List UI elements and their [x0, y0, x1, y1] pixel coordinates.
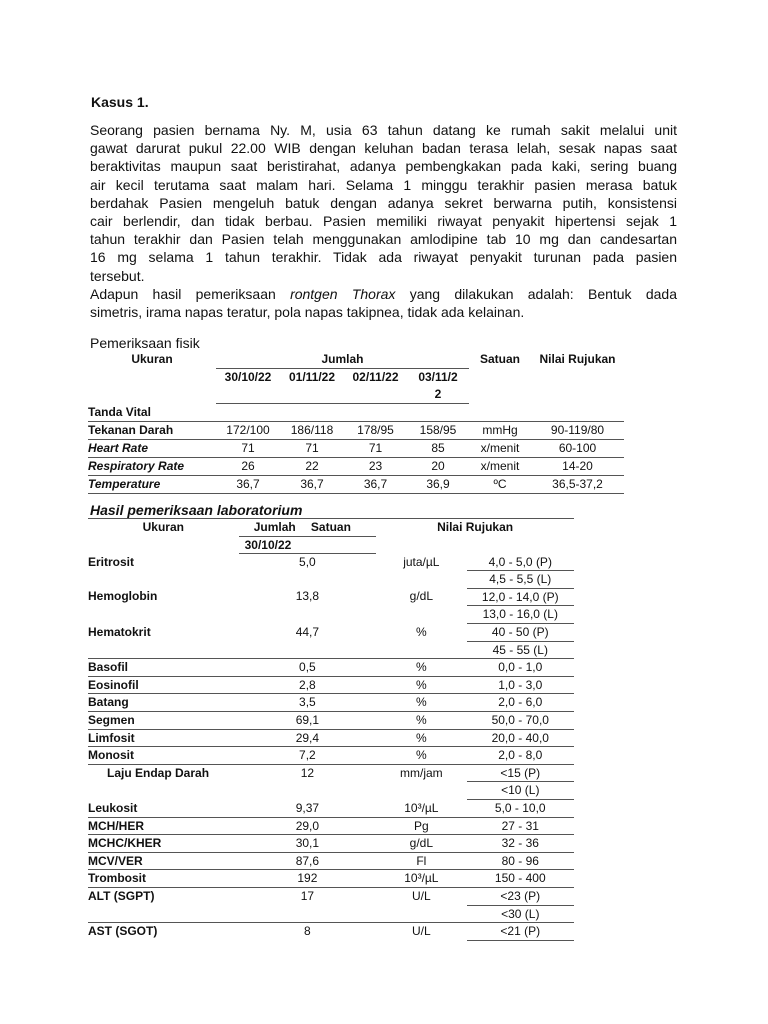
date-header: 01/11/22: [280, 369, 344, 387]
cell-unit: mmHg: [469, 422, 531, 440]
cell-unit: %: [376, 694, 466, 712]
paragraph-line: air kecil terutama saat malam hari. Selama 1 minggu terakhir pasien merasa batuk: [90, 176, 677, 193]
cell-value: 158/95: [407, 422, 469, 440]
row-label: Hemoglobin: [88, 589, 158, 604]
table-row: [88, 641, 574, 659]
row-label: Tekanan Darah: [88, 422, 216, 440]
row-label: Batang: [88, 694, 239, 712]
cell-value: 36,7: [280, 476, 344, 494]
cell-ref: 27 - 31: [467, 817, 574, 835]
lab-table: [88, 518, 574, 941]
col-header: Ukuran: [131, 352, 173, 366]
cell-unit: %: [376, 729, 466, 747]
row-label: Monosit: [88, 747, 239, 765]
col-header: Nilai Rujukan: [376, 519, 574, 537]
table-row: [88, 835, 574, 853]
table-row: [88, 624, 574, 642]
cell-value: 9,37: [239, 800, 377, 818]
col-header: Jumlah: [321, 352, 364, 366]
date-header: 30/10/22: [216, 369, 280, 387]
cell-value: 0,5: [239, 659, 377, 677]
cell-value: 36,7: [216, 476, 280, 494]
rontgen-text: yang dilakukan adalah: Bentuk dada: [395, 285, 677, 302]
cell-value: 69,1: [239, 712, 377, 730]
cell-unit: g/dL: [376, 835, 466, 853]
paragraph-line: cair berlendir, dan tidak berbau. Pasien memiliki riwayat penyakit hipertensi sejak 1: [90, 212, 677, 229]
table-row: [88, 458, 624, 476]
cell-unit: Fl: [376, 852, 466, 870]
date-header: 02/11/22: [344, 369, 407, 387]
cell-ref: 90-119/80: [531, 422, 624, 440]
lab-heading: Hasil pemeriksaan laboratorium: [90, 502, 303, 518]
cell-ref: 60-100: [531, 440, 624, 458]
row-label: MCV/VER: [88, 852, 239, 870]
cell-value: 23: [344, 458, 407, 476]
date-header: 03/11/2: [407, 369, 469, 387]
cell-value: 71: [344, 440, 407, 458]
fisik-table: [88, 351, 624, 494]
table-row: [88, 887, 574, 905]
table-row: [88, 764, 574, 782]
cell-ref: 80 - 96: [467, 852, 574, 870]
cell-ref: 150 - 400: [467, 870, 574, 888]
table-header-row: [88, 519, 574, 537]
row-label: Laju Endap Darah: [107, 765, 210, 780]
cell-unit: juta/µL: [403, 554, 440, 569]
cell-value: 29,0: [239, 817, 377, 835]
cell-value: 36,7: [344, 476, 407, 494]
cell-ref: 4,5 - 5,5 (L): [467, 571, 574, 589]
table-row: [88, 422, 624, 440]
row-label: Basofil: [88, 659, 239, 677]
paragraph-line: gawat darurat pukul 22.00 WIB dengan keluhan badan terasa lelah, sesak napas saat: [90, 140, 677, 157]
col-header: Nilai Rujukan: [539, 352, 616, 366]
cell-value: 178/95: [344, 422, 407, 440]
row-label: Temperature: [88, 476, 216, 494]
row-label: Limfosit: [88, 729, 239, 747]
cell-unit: g/dL: [409, 589, 434, 604]
paragraph-line: 16 mg selama 1 tahun terakhir. Tidak ada riwayat penyakit turunan pada pasien: [90, 249, 677, 266]
fisik-heading: Pemeriksaan fisik: [90, 335, 200, 351]
row-label: ALT (SGPT): [88, 888, 155, 903]
cell-value: 71: [280, 440, 344, 458]
table-row: [88, 440, 624, 458]
cell-value: 186/118: [280, 422, 344, 440]
col-header: Satuan: [311, 519, 376, 537]
case-paragraph: [90, 121, 677, 321]
cell-value: 13,8: [295, 589, 320, 604]
table-row: [88, 694, 574, 712]
cell-ref: 40 - 50 (P): [467, 624, 574, 642]
cell-value: 8: [304, 924, 311, 939]
paragraph-line: beraktivitas maupun saat beristirahat, adanya pembengkakan pada kaki, sering buang: [90, 158, 677, 175]
cell-ref: 20,0 - 40,0: [467, 729, 574, 747]
cell-ref: <21 (P): [467, 923, 574, 941]
cell-value: 3,5: [239, 694, 377, 712]
row-label: Hematokrit: [88, 624, 151, 639]
cell-ref: 4,0 - 5,0 (P): [467, 554, 574, 571]
cell-unit: %: [416, 624, 427, 639]
table-header-row: [88, 351, 624, 369]
cell-ref: 2,0 - 6,0: [467, 694, 574, 712]
cell-ref: 36,5-37,2: [531, 476, 624, 494]
table-row: [88, 905, 574, 923]
rontgen-line: simetris, irama napas teratur, pola napas takipnea, tidak ada kelainan.: [90, 303, 525, 320]
cell-ref: 50,0 - 70,0: [467, 712, 574, 730]
cell-ref: 5,0 - 10,0: [467, 800, 574, 818]
cell-value: 44,7: [295, 624, 320, 639]
cell-ref: 1,0 - 3,0: [467, 676, 574, 694]
cell-value: 29,4: [239, 729, 377, 747]
cell-unit: Pg: [376, 817, 466, 835]
table-row: [88, 676, 574, 694]
table-row: [88, 747, 574, 765]
cell-value: 20: [407, 458, 469, 476]
cell-ref: 0,0 - 1,0: [467, 659, 574, 677]
paragraph-line: Seorang pasien bernama Ny. M, usia 63 tahun datang ke rumah sakit melalui unit: [90, 122, 677, 138]
cell-value: 5,0: [299, 555, 316, 570]
rontgen-italic: rontgen Thorax: [290, 285, 396, 302]
cell-ref: 12,0 - 14,0 (P): [467, 588, 574, 606]
table-row: [88, 923, 574, 941]
cell-value: 87,6: [239, 852, 377, 870]
table-date-row: [88, 369, 624, 387]
cell-unit: 10³/µL: [376, 870, 466, 888]
cell-value: 12: [300, 765, 315, 780]
cell-unit: %: [376, 659, 466, 677]
row-label: Respiratory Rate: [88, 458, 216, 476]
cell-value: 30,1: [239, 835, 377, 853]
date-header-cont: 2: [407, 386, 469, 404]
cell-value: 17: [300, 888, 315, 903]
col-header: Jumlah: [239, 519, 311, 537]
cell-ref: <10 (L): [467, 782, 574, 800]
cell-unit: x/menit: [469, 458, 531, 476]
row-label: MCH/HER: [88, 817, 239, 835]
case-title: Kasus 1.: [91, 94, 149, 110]
table-row: [88, 800, 574, 818]
row-label: Segmen: [88, 712, 239, 730]
row-label: Trombosit: [88, 870, 239, 888]
row-label: MCHC/KHER: [88, 835, 239, 853]
table-row: [88, 476, 624, 494]
table-row: [88, 571, 574, 589]
row-label: Heart Rate: [88, 440, 216, 458]
cell-value: 22: [280, 458, 344, 476]
cell-value: 2,8: [239, 676, 377, 694]
table-row: [88, 852, 574, 870]
cell-unit: U/L: [412, 888, 431, 903]
cell-unit: 10³/µL: [376, 800, 466, 818]
table-row: [88, 817, 574, 835]
cell-value: 172/100: [216, 422, 280, 440]
cell-ref: <23 (P): [467, 887, 574, 905]
cell-ref: <30 (L): [467, 905, 574, 923]
date-header: 30/10/22: [239, 536, 377, 554]
cell-unit: U/L: [412, 924, 431, 939]
paragraph-line: tahun terakhir dan Pasien telah menggunakan amlodipine tab 10 mg dan candesartan: [90, 231, 677, 248]
cell-value: 26: [216, 458, 280, 476]
cell-value: 71: [216, 440, 280, 458]
table-row: [88, 588, 574, 606]
table-row: [88, 712, 574, 730]
paragraph-line: berdahak Pasien mengeluh batuk dengan adanya sekret berwarna putih, konsistensi: [90, 194, 677, 211]
cell-unit: ºC: [469, 476, 531, 494]
cell-unit: x/menit: [469, 440, 531, 458]
cell-value: 192: [239, 870, 377, 888]
cell-ref: 2,0 - 8,0: [467, 747, 574, 765]
row-label: Leukosit: [88, 800, 239, 818]
table-row: [88, 659, 574, 677]
cell-ref: <15 (P): [467, 764, 574, 782]
cell-value: 36,9: [407, 476, 469, 494]
row-label: AST (SGOT): [88, 924, 158, 939]
table-row: [88, 606, 574, 624]
col-header: Satuan: [479, 352, 520, 366]
col-header: Ukuran: [88, 519, 239, 537]
cell-unit: %: [376, 712, 466, 730]
cell-ref: 13,0 - 16,0 (L): [467, 606, 574, 624]
section-label: Tanda Vital: [88, 404, 216, 422]
table-row: [88, 782, 574, 800]
cell-unit: %: [376, 747, 466, 765]
rontgen-text: Adapun hasil pemeriksaan: [90, 285, 291, 302]
cell-unit: mm/jam: [400, 765, 443, 780]
table-row: [88, 729, 574, 747]
row-label: Eosinofil: [88, 676, 239, 694]
rontgen-line: [90, 285, 677, 303]
cell-value: 7,2: [239, 747, 377, 765]
cell-ref: 45 - 55 (L): [467, 641, 574, 659]
cell-ref: 32 - 36: [467, 835, 574, 853]
paragraph-line: tersebut.: [90, 267, 145, 284]
row-label: Eritrosit: [88, 554, 135, 569]
cell-ref: 14-20: [531, 458, 624, 476]
table-row: [88, 870, 574, 888]
cell-value: 85: [407, 440, 469, 458]
cell-unit: %: [376, 676, 466, 694]
table-row: [88, 554, 574, 571]
